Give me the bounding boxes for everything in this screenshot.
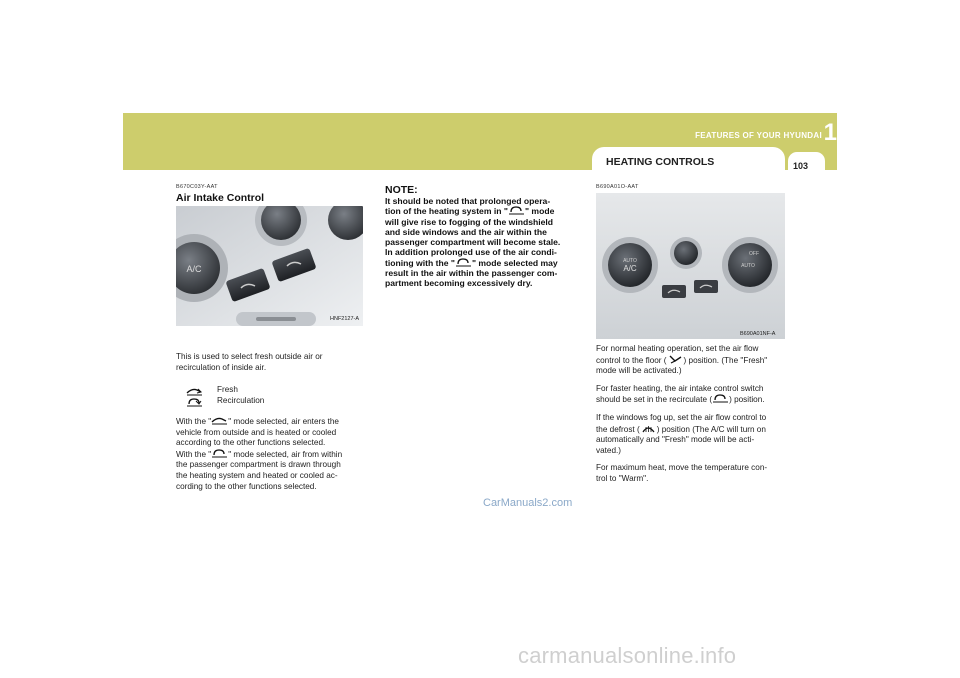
recirculation-icon <box>712 394 729 403</box>
defrost-icon <box>640 424 657 433</box>
svg-text:A/C: A/C <box>186 264 202 274</box>
recirculation-icon <box>508 206 525 215</box>
recirculation-icon <box>455 258 472 267</box>
chapter-number: 1 <box>823 119 837 146</box>
mode-description: With the " " mode selected, air enters the vehicle from outside and is heated or cooled according to the other functions selected. With the " " mode selected, air from within the passenger compartment is drawn through the heating system and heated or cooled ac- cording to the other functions selected. <box>176 417 343 491</box>
air-intake-photo <box>176 206 363 326</box>
fresh-air-icon <box>186 383 203 392</box>
control-panel-illustration <box>176 206 363 326</box>
section-code: B690A01O-AAT <box>596 184 639 190</box>
heating-instructions: For normal heating operation, set the air flow control to the floor ( ) position. (The "Fresh" mode will be activated.) For faster heating, the air intake control switch should be set in the recirculate ( ) position. If the windows fog up, set the air flow control to the defrost ( ) position (The A/C will turn on automatically and "Fresh" mode will be acti- vated.) For maximum heat, move the temperature con- trol to "Warm". <box>596 344 768 483</box>
svg-text:A/C: A/C <box>623 264 637 273</box>
figure-caption: HNF2127-A <box>330 316 360 322</box>
section-title: HEATING CONTROLS <box>606 156 715 168</box>
section-code: B670C03Y-AAT <box>176 184 218 190</box>
legend-recirculation-label: Recirculation <box>217 396 265 405</box>
svg-text:AUTO: AUTO <box>623 258 637 264</box>
recirculation-icon <box>186 394 203 404</box>
note-text: It should be noted that prolonged opera- tion of the heating system in " " mode will give rise to fogging of the windshield and side windows and the air within the passenger compartment will become stale. In addition prolonged use of the air condi- tioning with the " " mode selected may result in the air within the passenger com- partment becoming excessively dry. <box>385 196 561 289</box>
intro-text: This is used to select fresh outside air or recirculation of inside air. <box>176 352 323 372</box>
svg-text:OFF: OFF <box>749 251 759 257</box>
legend-fresh-label: Fresh <box>217 385 238 394</box>
page-number: 103 <box>793 161 809 171</box>
footer-watermark: carmanualsonline.info <box>518 643 737 668</box>
climate-panel-illustration <box>596 193 785 339</box>
floor-mode-icon <box>667 355 684 364</box>
figure-caption: B690A01NF-A <box>740 331 776 337</box>
fresh-air-icon <box>211 416 228 425</box>
recirculation-icon <box>211 449 228 458</box>
header-brand: FEATURES OF YOUR HYUNDAI <box>695 131 822 140</box>
svg-text:AUTO: AUTO <box>741 263 755 269</box>
watermark-link[interactable]: CarManuals2.com <box>483 497 573 509</box>
note-title: NOTE: <box>385 184 418 196</box>
section-heading: Air Intake Control <box>176 192 265 204</box>
heating-controls-photo <box>596 193 785 339</box>
